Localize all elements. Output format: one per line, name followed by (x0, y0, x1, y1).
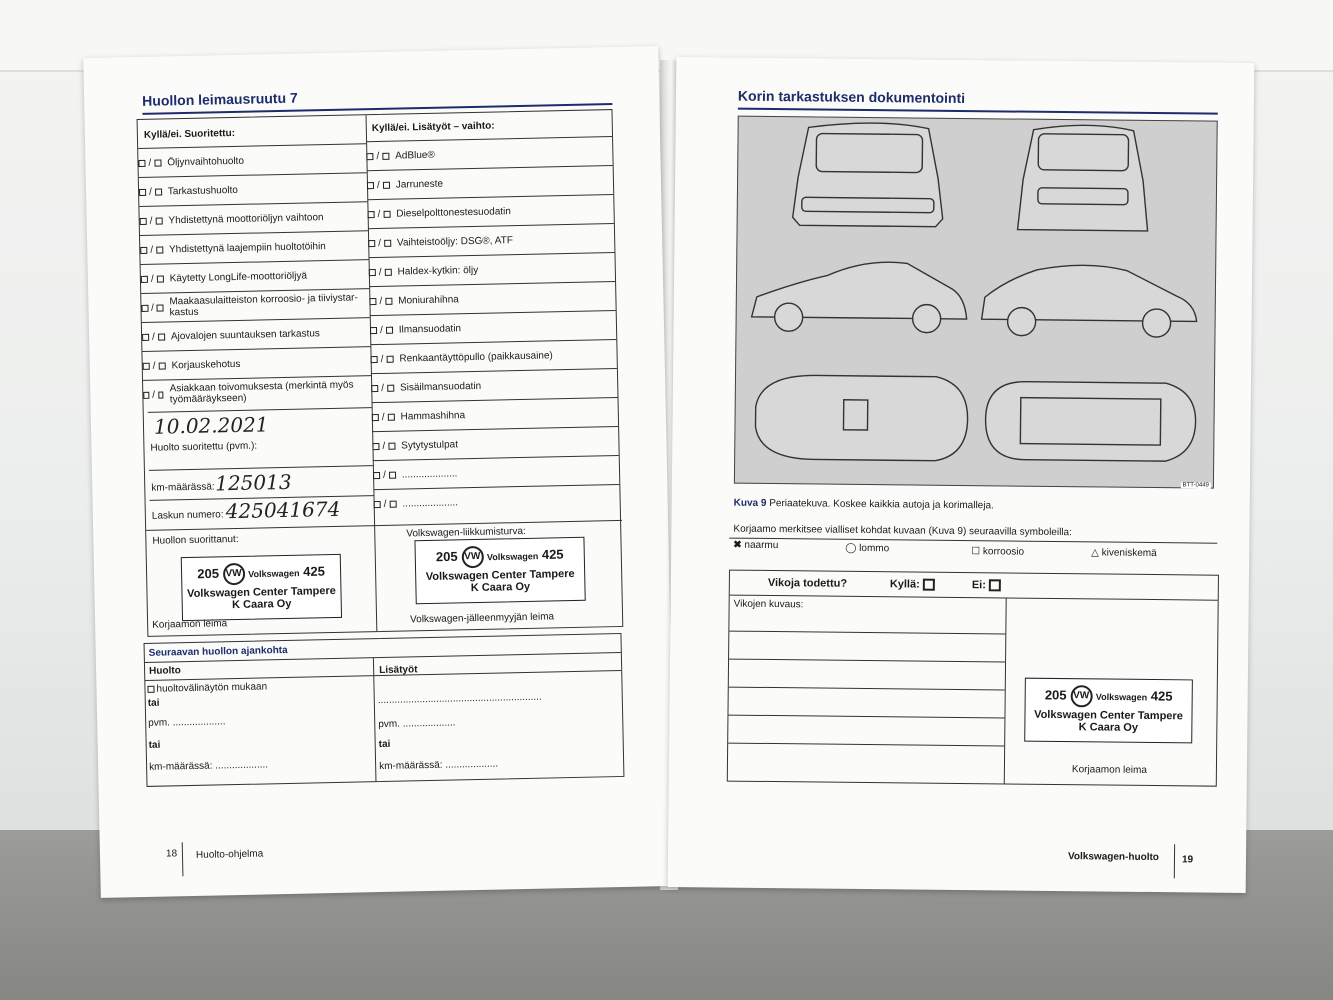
symbol-kiveniskema: △ kiveniskemä (1091, 547, 1157, 560)
front-grille (1038, 188, 1128, 205)
col2-row (373, 484, 620, 518)
yes-checkbox-icon[interactable] (138, 159, 145, 166)
no-checkbox-icon[interactable] (384, 239, 391, 246)
right-page (668, 57, 1255, 893)
col1-label: Korjauskehotus (171, 358, 241, 371)
vw-logo-icon: VW (1070, 685, 1092, 707)
slash-separator: / (380, 353, 384, 365)
vw-logo-icon: VW (222, 563, 244, 585)
defects-desc-label: Vikojen kuvaus: (733, 598, 804, 611)
no-checkbox-icon[interactable] (154, 159, 161, 166)
stamp-line2: K Caara Oy (470, 580, 531, 595)
yes-checkbox-icon[interactable] (141, 304, 148, 311)
slash-separator: / (379, 324, 383, 336)
stamp-num-right: 425 (303, 563, 326, 580)
next-tai-1: tai (147, 697, 160, 709)
stamp-num-right: 425 (541, 546, 564, 563)
yes-checkbox-icon[interactable] (141, 275, 148, 282)
invoice-label: Laskun numero: (151, 509, 224, 522)
slash-separator: / (377, 208, 381, 220)
next-tai-right: tai (378, 738, 391, 751)
rear-bumper (802, 197, 934, 212)
underbody-frame (1020, 398, 1160, 445)
next-pvm-right: pvm. ................... (378, 717, 456, 731)
page-title-right: Korin tarkastuksen dokumentointi (737, 87, 966, 107)
yes-checkbox-icon[interactable] (366, 153, 373, 160)
yes-checkbox-icon[interactable] (374, 500, 381, 507)
slash-separator: / (382, 469, 386, 481)
no-checkbox-icon[interactable] (155, 188, 162, 195)
workshop-stamp-page19 (1024, 678, 1193, 744)
no-checkbox-icon[interactable] (385, 268, 392, 275)
symbol-label: korroosio (982, 546, 1025, 558)
slash-separator: / (381, 382, 385, 394)
stamp-num-left: 205 (197, 565, 220, 582)
slash-separator: / (148, 157, 152, 169)
mobility-label: Volkswagen-liikkumisturva: (406, 525, 526, 540)
col2-label: AdBlue® (395, 149, 435, 162)
invoice-handwritten: 425041674 (225, 496, 341, 524)
no-checkbox-icon[interactable] (388, 413, 395, 420)
page-title: Huollon leimausruutu 7 (142, 89, 298, 109)
wheel-icon (912, 304, 940, 332)
wheel-icon (1142, 309, 1170, 337)
stamp-line1: Volkswagen Center Tampere (186, 584, 336, 601)
page-number-right: 19 (1181, 854, 1194, 866)
footer-title-right: Volkswagen-huolto (1067, 851, 1159, 864)
slash-separator: / (376, 179, 380, 191)
slash-separator: / (152, 331, 156, 343)
col2-label: Moniurahihna (398, 293, 459, 307)
stamp-brand: Volkswagen (486, 551, 539, 563)
symbol-naarmu: ✖ naarmu (733, 539, 779, 552)
description-line[interactable] (728, 743, 1004, 747)
stamp-line1: Volkswagen Center Tampere (425, 567, 575, 584)
col1-label: Asiakkaan toivomuksesta (merkintä myös työmääräykseen) (169, 379, 354, 406)
yes-checkbox-icon[interactable] (371, 356, 378, 363)
vw-logo-icon: VW (461, 546, 483, 568)
no-option (972, 579, 1003, 591)
slash-separator: / (148, 186, 152, 198)
slash-separator: / (381, 411, 385, 423)
no-checkbox-icon[interactable] (386, 355, 393, 362)
yes-checkbox-icon[interactable] (367, 182, 374, 189)
col1-row (139, 172, 368, 206)
stamp-num-left: 205 (435, 548, 458, 565)
invoice-cell (150, 495, 375, 528)
page-number-left: 18 (165, 848, 178, 860)
col1-row (142, 317, 371, 351)
instructions: Korjaamo merkitsee vialliset kohdat kuvaan (Kuva 9) seuraavilla symboleilla: (733, 523, 1072, 539)
slash-separator: / (151, 302, 155, 314)
col2-label: Ilmansuodatin (398, 322, 462, 336)
col1-header: Kyllä/ei. Suoritettu: (143, 127, 236, 141)
next-col2-header: Lisätyöt (379, 664, 418, 677)
yes-checkbox-icon[interactable] (368, 240, 375, 247)
stamp-brand: Volkswagen (1095, 691, 1148, 703)
col2-label: Haldex-kytkin: öljy (397, 264, 479, 278)
slash-separator: / (150, 244, 154, 256)
next-km: km-määrässä: ................... (149, 759, 269, 773)
rear-window (816, 133, 922, 172)
car-diagram-svg (735, 117, 1216, 487)
next-service-title: Seuraavan huollon ajankohta (148, 644, 288, 659)
date-label: Huolto suoritettu (pvm.): (150, 440, 258, 454)
yes-checkbox-icon[interactable] (371, 385, 378, 392)
slash-separator: / (379, 295, 383, 307)
no-checkbox-icon[interactable] (386, 326, 393, 333)
yes-checkbox-icon[interactable] (369, 298, 376, 305)
symbol-label: naarmu (744, 539, 779, 552)
slash-separator: / (378, 237, 382, 249)
slash-separator: / (149, 215, 153, 227)
defects-question: Vikoja todettu? (767, 576, 848, 590)
next-line1-text: huoltovälinäytön mukaan (156, 681, 268, 695)
no-checkbox-icon[interactable] (383, 181, 390, 188)
title-rule-right (738, 108, 1218, 115)
wheel-icon (774, 303, 802, 331)
col1-row (143, 375, 372, 409)
instructions-rule (729, 538, 1217, 544)
symbol-label: lommo (859, 542, 890, 555)
left-page (83, 46, 675, 898)
stamp-label-right: Korjaamon leima (1071, 764, 1148, 776)
yes-checkbox-icon[interactable] (373, 471, 380, 478)
no-checkbox-icon[interactable] (383, 210, 390, 217)
slash-separator: / (152, 360, 156, 372)
col2-label: .................... (401, 467, 458, 481)
stamp-line2: K Caara Oy (231, 597, 292, 612)
no-checkbox-icon[interactable] (158, 362, 165, 369)
footer-divider (182, 842, 184, 876)
col2-label: Sisäilmansuodatin (399, 380, 482, 394)
no-checkbox-icon[interactable] (158, 333, 165, 340)
col1-label: Tarkastushuolto (167, 184, 239, 197)
no-checkbox-icon[interactable] (382, 152, 389, 159)
col1-label: Yhdistettynä moottoriöljyn vaihtoon (168, 211, 324, 226)
stamp-left-label: Korjaamon leima (152, 618, 228, 631)
description-line[interactable] (728, 715, 1004, 719)
symbol-korroosio: ☐ korroosio (971, 546, 1025, 558)
no-checkbox-icon[interactable] (156, 246, 163, 253)
next-service-table (144, 633, 625, 787)
yes-checkbox-icon[interactable] (372, 442, 379, 449)
workshop-stamp-right (414, 537, 585, 605)
yes-checkbox-icon[interactable] (140, 217, 147, 224)
slash-separator: / (378, 266, 382, 278)
stamp-right-label: Volkswagen-jälleenmyyjän leima (409, 611, 555, 626)
yes-label: Kyllä: (889, 578, 920, 591)
yes-checkbox-icon[interactable] (923, 579, 935, 591)
yes-option (890, 578, 937, 591)
col2-label: Vaihteistoöljy: DSG®, ATF (396, 234, 514, 249)
wheel-icon (1007, 307, 1035, 335)
stamp-line1: Volkswagen Center Tampere (1034, 708, 1183, 723)
col1-label: Maakaasulaitteiston korroosio- ja tiiviystar-kastus (169, 292, 358, 319)
yes-checkbox-icon[interactable] (140, 246, 147, 253)
yes-checkbox-icon[interactable] (370, 327, 377, 334)
stamp-num-right: 425 (1150, 688, 1173, 704)
description-lines (730, 571, 1218, 576)
next-col1-header: Huolto (149, 665, 181, 677)
next-pvm: pvm. ................... (148, 716, 226, 729)
description-line[interactable] (729, 659, 1005, 663)
col1-label: Ajovalojen suuntauksen tarkastus (170, 327, 320, 342)
windshield (1038, 134, 1128, 171)
symbol-lommo: ◯ lommo (845, 542, 890, 555)
no-checkbox-icon[interactable] (157, 304, 164, 311)
col2-label: Hammashihna (400, 409, 466, 423)
yes-checkbox-icon[interactable] (142, 333, 149, 340)
performed-by-label: Huollon suorittanut: (152, 533, 239, 547)
figure-code: BTT-0449 (1182, 482, 1209, 489)
description-line[interactable] (729, 687, 1005, 691)
sunroof (843, 400, 867, 430)
col2-header: Kyllä/ei. Lisätyöt – vaihto: (371, 120, 495, 135)
no-checkbox-icon[interactable] (155, 217, 162, 224)
no-checkbox-icon[interactable] (158, 391, 164, 398)
km-label: km-määrässä: (151, 481, 215, 494)
yes-checkbox-icon[interactable] (139, 188, 146, 195)
col1-label: Käytetty LongLife-moottoriöljyä (169, 269, 308, 284)
footer-title-left: Huolto-ohjelma (195, 848, 264, 861)
col2-label: .................... (402, 496, 459, 510)
km-handwritten: 125013 (214, 469, 292, 496)
next-line1 (147, 681, 267, 695)
symbol-label: kiveniskemä (1101, 547, 1157, 560)
stamp-line2: K Caara Oy (1078, 721, 1139, 734)
service-table (137, 109, 624, 637)
stamp-brand: Volkswagen (248, 568, 300, 580)
no-checkbox-icon[interactable] (388, 442, 395, 449)
figure-caption (734, 498, 994, 512)
slash-separator: / (383, 498, 387, 510)
col2-label: Sytytystulpat (401, 438, 459, 452)
yes-checkbox-icon[interactable] (143, 391, 149, 398)
col2-label: Dieselpolttonestesuodatin (396, 205, 511, 220)
next-dots: ........................................................... (377, 691, 542, 707)
slash-separator: / (382, 440, 386, 452)
col1-label: Yhdistettynä laajempiin huoltotöihin (168, 240, 326, 255)
no-checkbox-icon[interactable] (389, 471, 396, 478)
date-handwritten: 10.02.2021 (153, 412, 269, 439)
slash-separator: / (376, 150, 380, 162)
footer-divider (1174, 844, 1175, 878)
defects-table (727, 570, 1219, 787)
col2-label: Renkaantäyttöpullo (paikkausaine) (399, 349, 553, 365)
description-line[interactable] (729, 631, 1005, 635)
col2-label: Jarruneste (395, 178, 444, 191)
stamp-num-left: 205 (1044, 687, 1067, 703)
no-label: Ei: (971, 579, 986, 592)
car-diagram (734, 116, 1218, 489)
caption-text: Periaatekuva. Koskee kaikkia autoja ja korimalleja. (769, 497, 994, 512)
yes-checkbox-icon[interactable] (369, 269, 376, 276)
no-checkbox-icon[interactable] (157, 275, 164, 282)
next-tai-2: tai (148, 739, 161, 751)
slash-separator: / (152, 389, 156, 401)
no-checkbox-icon[interactable] (389, 500, 396, 507)
caption-label: Kuva 9 (733, 497, 767, 509)
slash-separator: / (150, 273, 154, 285)
no-checkbox-icon[interactable] (387, 384, 394, 391)
no-checkbox-icon[interactable] (989, 579, 1001, 591)
km-cell (149, 465, 374, 500)
col1-label: Öljynvaihtohuolto (167, 155, 245, 168)
next-km-right: km-määrässä: ................... (379, 758, 499, 773)
yes-checkbox-icon[interactable] (143, 362, 150, 369)
yes-checkbox-icon[interactable] (368, 211, 375, 218)
workshop-stamp-left (181, 554, 342, 621)
no-checkbox-icon[interactable] (385, 297, 392, 304)
yes-checkbox-icon[interactable] (372, 414, 379, 421)
checkbox-icon (147, 686, 154, 693)
